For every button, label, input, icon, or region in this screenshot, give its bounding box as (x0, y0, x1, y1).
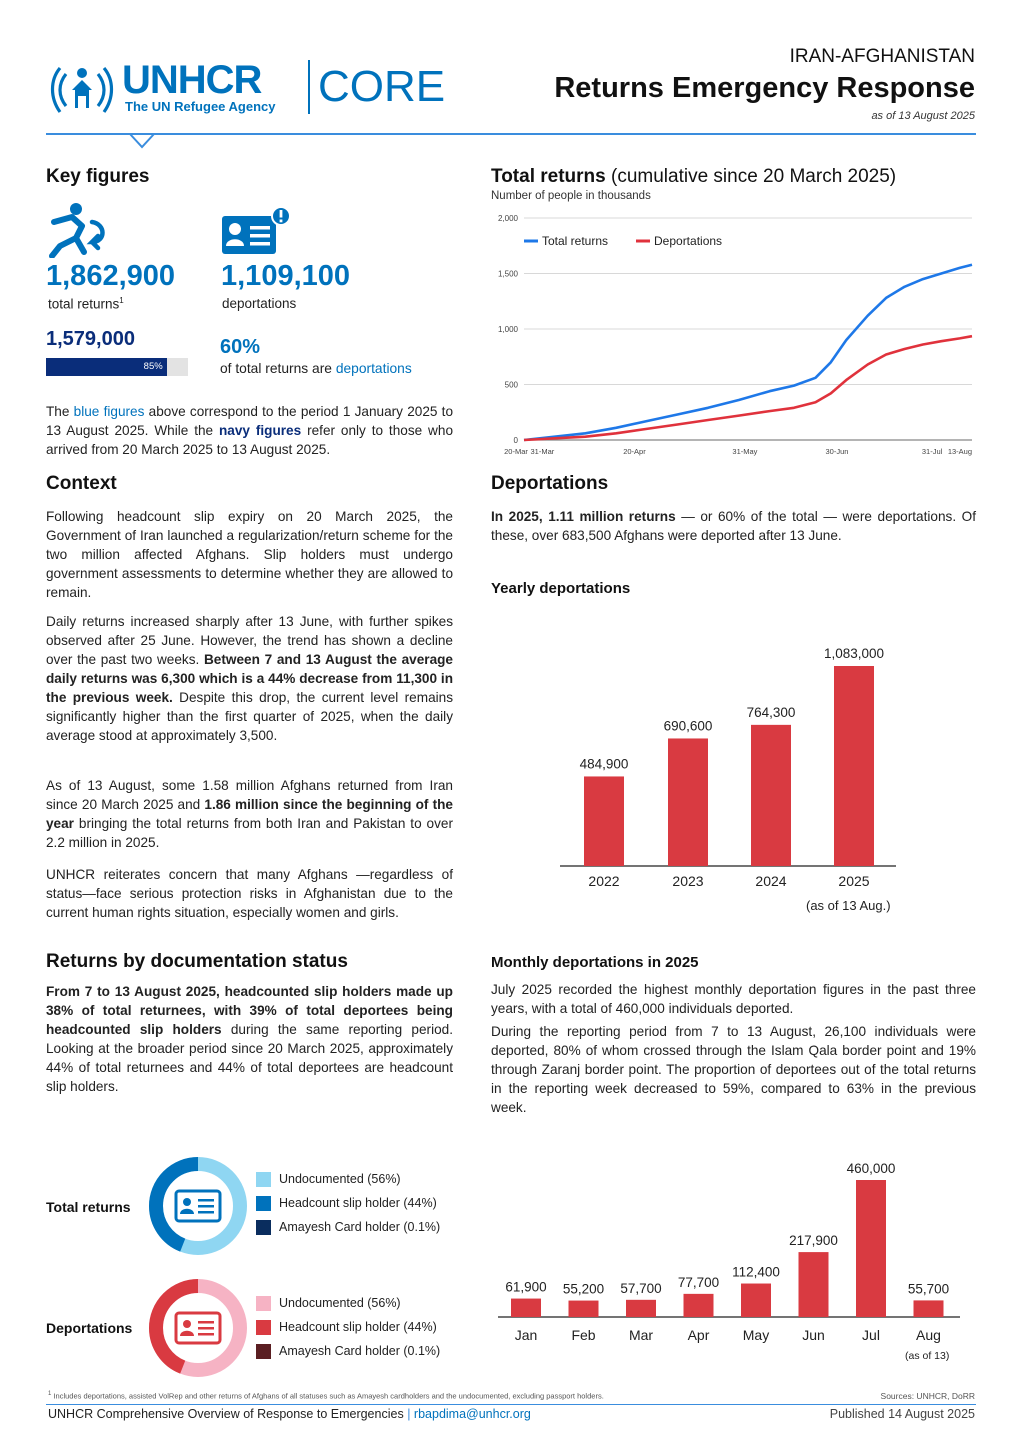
navy-returns-value: 1,579,000 (46, 328, 135, 350)
category-label: 2022 (588, 873, 620, 889)
data-label: 690,600 (663, 718, 713, 734)
unhcr-logo (46, 56, 446, 122)
bar-Jul (856, 1180, 886, 1317)
context-paragraph-4: UNHCR reiterates concern that many Afghans —regardless of status—face serious protection risks in Afghanistan due to the current human rights situation, especially women and girls. (46, 867, 453, 920)
category-label: Jan (514, 1327, 538, 1343)
total-returns-line-chart (490, 206, 980, 458)
deportation-share-label: of total returns are deportations (220, 361, 412, 376)
header-date: as of 13 August 2025 (871, 110, 975, 122)
total-returns-chart-subtitle: Number of people in thousands (491, 190, 651, 202)
id-card-icon (176, 1191, 220, 1221)
footer-published: Published 14 August 2025 (829, 1407, 975, 1421)
monthly-deportations-note: (as of 13) (905, 1350, 950, 1362)
legend-item: Undocumented (56%) (256, 1291, 440, 1315)
navy-progress-label: 85% (143, 361, 163, 372)
total-returns-chart-title: Total returns (cumulative since 20 March 2025) (491, 166, 897, 187)
bar-2023 (668, 738, 708, 866)
legend-label: Total returns (542, 234, 609, 248)
page-title: Returns Emergency Response (554, 72, 975, 104)
donut-total-returns-label: Total returns (46, 1199, 131, 1215)
data-label: 460,000 (846, 1161, 896, 1176)
x-tick-label: 20-Mar (504, 447, 528, 456)
bar-May (741, 1284, 771, 1317)
unhcr-emblem-icon (46, 56, 118, 122)
donut-deportations-legend (256, 1291, 440, 1363)
logo-wordmark: UNHCR (122, 58, 262, 102)
x-tick-label: 30-Jun (825, 447, 849, 456)
footnote: $^1$ Includes deportations, assisted VolRep and other returns of Afghans of all statuses such as Amayesh cardholders and the undocumented, excluding passport holders. (48, 1391, 604, 1401)
legend-item: Headcount slip holder (44%) (256, 1315, 440, 1339)
key-figures-note: The blue figures above correspond to the period 1 January 2025 to 13 August 2025. While the navy figures refer only to those who arrived from 20 March 2025 to 13 August 2025. (46, 404, 454, 457)
data-label: 55,200 (562, 1281, 605, 1297)
context-paragraph-3: As of 13 August, some 1.58 million Afghans returned from Iran since 20 March 2025 and 1.86 million since the beginning of the year bringing the total returns from both Iran and Pakistan to over 2.2 million in 2025. (46, 778, 453, 850)
data-label: 57,700 (620, 1280, 662, 1296)
monthly-deportations-chart (496, 1150, 976, 1350)
yearly-deportations-heading: Yearly deportations (491, 580, 631, 597)
category-label: May (742, 1327, 770, 1343)
category-label: Apr (687, 1327, 710, 1343)
donut-total-returns-legend (256, 1167, 440, 1239)
category-label: Aug (916, 1327, 941, 1343)
footer-email-link[interactable]: rbapdima@unhcr.org (413, 1407, 531, 1421)
header-rule (46, 131, 976, 153)
bar-Mar (626, 1300, 656, 1317)
deportations-value: 1,109,100 (221, 260, 351, 292)
context-paragraph-1: Following headcount slip expiry on 20 March 2025, the Government of Iran launched a regularization/return scheme for the two million affected Afghans. Slip holders must undergo government assessments to determine whether they are allowed to remain. (46, 509, 453, 600)
category-label: 2023 (672, 873, 704, 889)
data-label: 77,700 (677, 1274, 720, 1290)
logo-subtitle: The UN Refugee Agency (125, 99, 276, 114)
y-tick-label: 0 (513, 436, 518, 445)
bar-Jun (799, 1252, 829, 1317)
category-label: 2024 (755, 873, 787, 889)
bar-2025 (834, 666, 874, 866)
x-tick-label: 13-Aug (947, 447, 972, 456)
x-tick-label: 20-Apr (623, 447, 646, 456)
running-person-icon (46, 202, 108, 258)
monthly-paragraph-2: During the reporting period from 7 to 13 August, 26,100 individuals were deported, 80% of whom crossed through the Islam Qala border point and 19% through Zaranj border point. The proportion of deportees out of the total returns in the reporting week decreased to 59%, compared to 63% in the previous week. (491, 1024, 976, 1115)
legend-item: Amayesh Card holder (0.1%) (256, 1215, 440, 1239)
documentation-paragraph: From 7 to 13 August 2025, headcounted slip holders made up 38% of total returnees, with 39% of total deportees being headcounted slip holders during the same reporting period. Looking at the broader period since 20 March 2025, approximately 44% of total returnees and 44% of total deportees are headcount slip holders. (46, 984, 453, 1094)
category-label: 2025 (838, 873, 870, 889)
bar-Apr (684, 1294, 714, 1317)
category-label: Jul (862, 1327, 880, 1343)
bar-2022 (584, 776, 624, 866)
deportations-label: deportations (222, 296, 297, 311)
yearly-deportations-chart (560, 640, 920, 920)
monthly-paragraph-1: July 2025 recorded the highest monthly deportation figures in the past three years, with a total of 460,000 individuals deported. (491, 982, 976, 1016)
header-region: IRAN-AFGHANISTAN (789, 46, 975, 67)
x-tick-label: 31-Mar (530, 447, 555, 456)
logo-core: CORE (318, 62, 446, 111)
data-label: 55,700 (907, 1281, 950, 1297)
bar-Feb (569, 1301, 599, 1317)
data-label: 112,400 (732, 1264, 780, 1280)
bar-2024 (751, 725, 791, 866)
category-label: Feb (571, 1327, 596, 1343)
bar-Jan (511, 1299, 541, 1317)
deportations-paragraph: In 2025, 1.11 million returns — or 60% of the total — were deportations. Of these, over 683,500 Afghans were deported after 13 June. (491, 509, 977, 543)
legend-item: Undocumented (56%) (256, 1167, 440, 1191)
context-heading: Context (46, 473, 117, 494)
legend-item: Headcount slip holder (44%) (256, 1191, 440, 1215)
deportations-heading: Deportations (491, 473, 609, 494)
deportation-share-value: 60% (220, 336, 261, 358)
y-tick-label: 500 (504, 380, 518, 390)
footer-sources: Sources: UNHCR, DoRR (880, 1391, 975, 1401)
footer-rule (46, 1404, 976, 1405)
legend-label: Deportations (654, 234, 723, 248)
bar-Aug (914, 1300, 944, 1317)
footer-left: UNHCR Comprehensive Overview of Response to Emergencies | rbapdima@unhcr.org (48, 1407, 531, 1421)
data-label: 217,900 (789, 1233, 838, 1249)
donut-total-returns (148, 1156, 248, 1256)
x-tick-label: 31-May (732, 447, 758, 456)
donut-deportations-label: Deportations (46, 1320, 133, 1336)
yearly-deportations-note: (as of 13 Aug.) (806, 898, 891, 913)
total-returns-value: 1,862,900 (46, 260, 176, 292)
context-paragraph-2: Daily returns increased sharply after 13 June, with further spikes observed after 25 June. However, the trend has shown a decline over the past two weeks. Between 7 and 13 August the average daily returns was 6,300 which is a 44% decrease from 11,300 in the previous week. Despite this drop, the current level remains significantly higher than the first quarter of 2025, when the daily average stood at approximately 3,500. (46, 614, 454, 743)
category-label: Mar (628, 1327, 654, 1343)
logo-divider (308, 60, 310, 114)
data-label: 764,300 (746, 704, 796, 720)
y-tick-label: 2,000 (497, 214, 518, 223)
key-figures-heading: Key figures (46, 166, 150, 187)
series-line-deportations (524, 336, 972, 440)
data-label: 61,900 (505, 1279, 547, 1295)
documentation-heading: Returns by documentation status (46, 951, 348, 972)
data-label: 1,083,000 (823, 646, 885, 661)
id-card-alert-icon (220, 206, 292, 256)
y-tick-label: 1,500 (497, 269, 518, 279)
donut-deportations (148, 1278, 248, 1378)
x-tick-label: 31-Jul (921, 447, 943, 456)
id-card-icon (176, 1313, 220, 1343)
monthly-deportations-heading: Monthly deportations in 2025 (491, 954, 699, 971)
y-tick-label: 1,000 (497, 325, 518, 334)
navy-progress-bar (46, 358, 188, 376)
legend-item: Amayesh Card holder (0.1%) (256, 1339, 440, 1363)
total-returns-label: total returns$^1$ (48, 296, 124, 312)
category-label: Jun (802, 1327, 825, 1343)
navy-progress-fill (46, 358, 167, 376)
data-label: 484,900 (579, 756, 629, 772)
